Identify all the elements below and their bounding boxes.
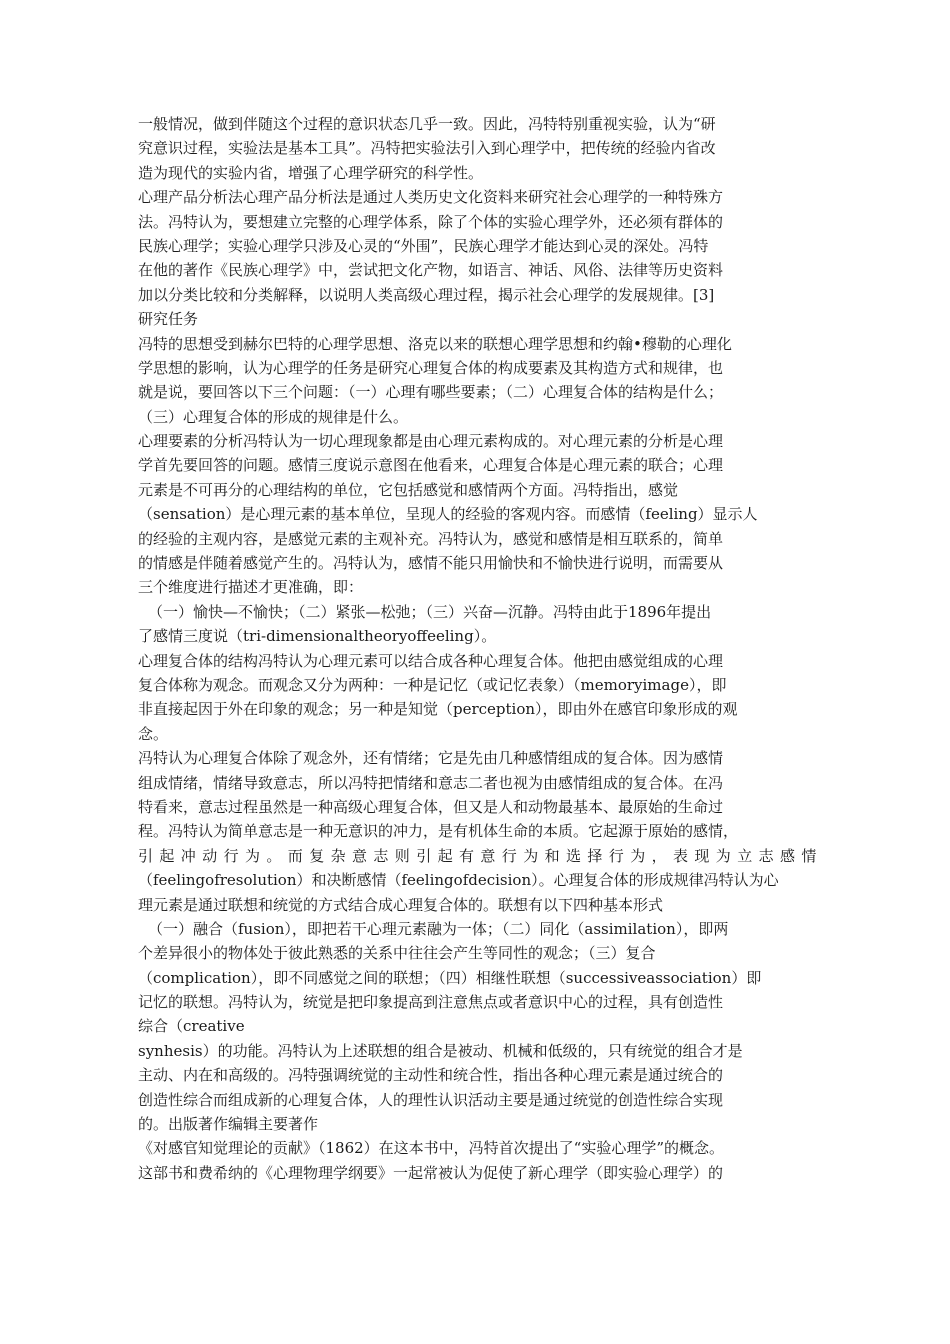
text-line: 学首先要回答的问题。感情三度说示意图在他看来，心理复合体是心理元素的联合；心理 [138, 456, 724, 475]
text-line: 引起冲动行为。而复杂意志则引起有意行为和选择行为，表现为立志感情 [138, 846, 823, 865]
text-line: （sensation）是心理元素的基本单位，呈现人的经验的客观内容。而感情（feeling）显示人 [138, 505, 758, 524]
text-line: 理元素是通过联想和统觉的方式结合成心理复合体的。联想有以下四种基本形式 [138, 895, 664, 914]
text-line: （一）愉快—不愉快；（二）紧张—松弛；（三）兴奋—沉静。冯特由此于1896年提出 [148, 602, 712, 621]
text-line: 程。冯特认为简单意志是一种无意识的冲力，是有机体生命的本质。它起源于原始的感情， [138, 822, 739, 841]
text-line: （三）心理复合体的形成的规律是什么。 [138, 407, 409, 426]
text-line: 组成情绪，情绪导致意志，所以冯特把情绪和意志二者也视为由感情组成的复合体。在冯 [138, 773, 724, 792]
text-line: 三个维度进行描述才更准确，即： [138, 578, 364, 597]
text-line: 记忆的联想。冯特认为，统觉是把印象提高到注意焦点或者意识中心的过程，具有创造性 [138, 993, 724, 1012]
text-line: 个差异很小的物体处于彼此熟悉的关系中往往会产生等同性的观念；（三）复合 [138, 944, 656, 963]
text-line: （一）融合（fusion），即把若干心理元素融为一体；（二）同化（assimilation），即两 [148, 919, 729, 938]
text-line: 了感情三度说（tri-dimensionaltheoryoffeeling）。 [138, 627, 497, 646]
text-line: 冯特的思想受到赫尔巴特的心理学思想、洛克以来的联想心理学思想和约翰•穆勒的心理化 [138, 334, 732, 353]
text-line: 民族心理学；实验心理学只涉及心灵的“外围”，民族心理学才能达到心灵的深处。冯特 [138, 236, 709, 255]
text-line: 心理要素的分析冯特认为一切心理现象都是由心理元素构成的。对心理元素的分析是心理 [138, 432, 724, 451]
text-line: 特看来，意志过程虽然是一种高级心理复合体，但又是人和动物最基本、最原始的生命过 [138, 797, 724, 816]
text-line: 创造性综合而组成新的心理复合体，人的理性认识活动主要是通过统觉的创造性综合实现 [138, 1090, 724, 1109]
text-line: 的。出版著作编辑主要著作 [138, 1115, 319, 1134]
text-line: 冯特认为心理复合体除了观念外，还有情绪；它是先由几种感情组成的复合体。因为感情 [138, 749, 724, 768]
text-line: 究意识过程，实验法是基本工具”。冯特把实验法引入到心理学中，把传统的经验内省改 [138, 139, 716, 158]
text-line: 念。 [138, 724, 169, 743]
text-line: 就是说，要回答以下三个问题：（一）心理有哪些要素；（二）心理复合体的结构是什么； [138, 383, 724, 402]
text-line: 一般情况，做到伴随这个过程的意识状态几乎一致。因此，冯特特别重视实验，认为“研 [138, 115, 716, 133]
text-line: 心理复合体的结构冯特认为心理元素可以结合成各种心理复合体。他把由感觉组成的心理 [138, 651, 724, 670]
text-line: 元素是不可再分的心理结构的单位，它包括感觉和感情两个方面。冯特指出，感觉 [138, 480, 679, 499]
text-line: 法。冯特认为，要想建立完整的心理学体系，除了个体的实验心理学外，还必须有群体的 [138, 212, 724, 231]
text-line: 非直接起因于外在印象的观念；另一种是知觉（perception），即由外在感官印象形成的观 [138, 700, 738, 719]
text-line: 综合（creative [138, 1017, 245, 1036]
text-line: 造为现代的实验内省，增强了心理学研究的科学性。 [138, 163, 484, 182]
text-line: （feelingofresolution）和决断感情（feelingofdecision）。心理复合体的形成规律冯特认为心 [138, 871, 779, 890]
text-line: synhesis）的功能。冯特认为上述联想的组合是被动、机械和低级的，只有统觉的组合才是 [138, 1041, 743, 1060]
section-heading: 研究任务 [138, 310, 199, 329]
text-line: 主动、内在和高级的。冯特强调统觉的主动性和统合性，指出各种心理元素是通过统合的 [138, 1066, 724, 1085]
text-line: （complication），即不同感觉之间的联想；（四）相继性联想（successiveassociation）即 [138, 968, 762, 987]
text-line: 的情感是伴随着感觉产生的。冯特认为，感情不能只用愉快和不愉快进行说明，而需要从 [138, 554, 724, 573]
text-line: 在他的著作《民族心理学》中，尝试把文化产物，如语言、神话、风俗、法律等历史资料 [138, 261, 724, 280]
text-line: 加以分类比较和分类解释，以说明人类高级心理过程，揭示社会心理学的发展规律。[3] [138, 285, 715, 304]
text-line: 的经验的主观内容，是感觉元素的主观补充。冯特认为，感觉和感情是相互联系的，简单 [138, 529, 724, 548]
text-line: 《对感官知觉理论的贡献》（1862）在这本书中，冯特首次提出了“实验心理学”的概念。 [138, 1139, 725, 1158]
text-line: 这部书和费希纳的《心理物理学纲要》一起常被认为促使了新心理学（即实验心理学）的 [138, 1163, 724, 1182]
text-line: 学思想的影响，认为心理学的任务是研究心理复合体的构成要素及其构造方式和规律，也 [138, 358, 724, 377]
document-body [138, 112, 823, 1185]
text-line: 复合体称为观念。而观念又分为两种：一种是记忆（或记忆表象）（memoryimage），即 [138, 675, 727, 694]
text-line: 心理产品分析法心理产品分析法是通过人类历史文化资料来研究社会心理学的一种特殊方 [138, 188, 724, 207]
